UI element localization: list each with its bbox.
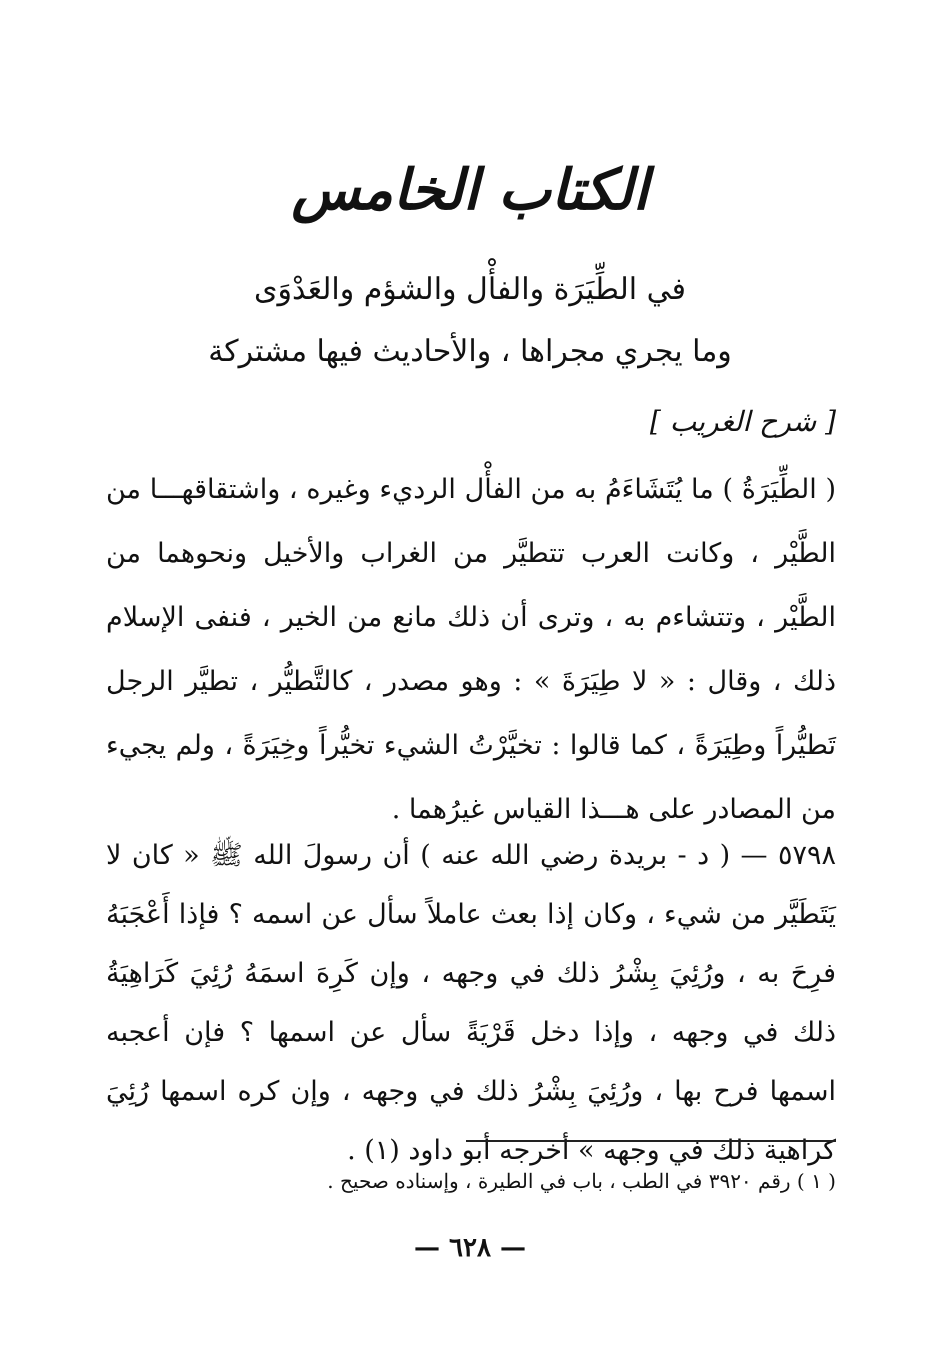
footnote: ( ١ ) رقم ٣٩٢٠ في الطب ، باب في الطيرة ، وإسناده صحيح . (327, 1169, 836, 1193)
hadith-paragraph: ٥٧٩٨ — ( د - بريدة رضي الله عنه ) أن رسولَ الله ﷺ « كان لا يَتَطَيَّر من شيء ، وكان إذا بعث عاملاً سأل عن اسمه ؟ فإذا أَعْجَبَهُ فرِحَ به ، ورُئِيَ بِشْرُ ذلك في وجهه ، وإن كَرِهَ اسمَهُ رُئِيَ كَرَاهِيَةُ ذلك في وجهه ، وإذا دخل قَرْيَةً سأل عن اسمها ؟ فإن أعجبه اسمها فرح بها ، ورُئِيَ بِشْرُ ذلك في وجهه ، وإن كره اسمها رُئِيَ كراهية ذلك في وجهه » أخرجه أبو داود (١) . (106, 840, 836, 1166)
book-title: الكتاب الخامس (291, 157, 649, 223)
page-number: — ٦٢٨ — (413, 1233, 527, 1263)
subtitle-line-1: في الطِّيَرَة والفأْل والشؤم والعَدْوَى (254, 272, 686, 307)
gloss-section-label: [ شرح الغريب ] (649, 405, 836, 438)
gloss-paragraph: ( الطِّيَرَةُ ) ما يُتَشَاءَمُ به من الفأْل الرديء وغيره ، واشتقاقهـــا من الطَّيْر ، وكانت العرب تتطيَّر من الغراب والأخيل ونحوهما من الطَّيْر ، وتتشاءم به ، وترى أن ذلك مانع من الخير ، فنفى الإسلام ذلك ، وقال : « لا طِيَرَةَ » : وهو مصدر ، كالتَّطيُّر ، تطيَّر الرجل تَطيُّراً وطِيَرَةً ، كما قالوا : تخيَّرْتُ الشيء تخيُّراً وخِيَرَةً ، ولم يجيء من المصادر على هـــذا القياس غيرُهما . (106, 474, 836, 825)
footnote-divider (466, 1140, 836, 1142)
subtitle-line-2: وما يجري مجراها ، والأحاديث فيها مشتركة (208, 334, 732, 369)
